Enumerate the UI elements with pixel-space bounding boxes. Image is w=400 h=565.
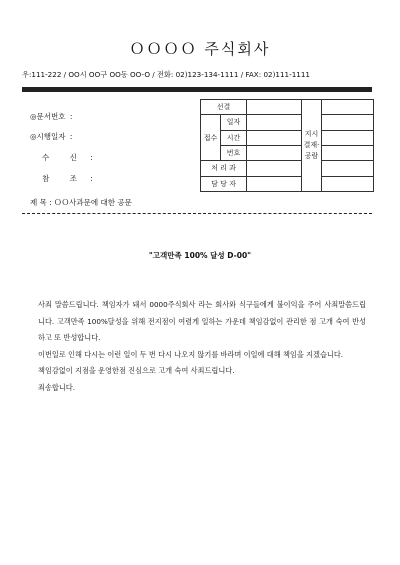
date-field: [30, 131, 72, 142]
company-title: ＯＯＯＯ 주식회사: [129, 40, 271, 58]
approval-value-3: [322, 145, 374, 160]
receipt-cell: 선결: [201, 100, 247, 115]
header-divider: [22, 87, 372, 92]
reception-cell: 접수: [201, 115, 221, 161]
body-text: [38, 297, 366, 397]
recipient-field: [30, 152, 93, 163]
body-paragraph: 책임감없이 지점을 운영한점 진심으로 고개 숙여 사죄드립니다.: [38, 366, 235, 376]
reference-colon: :: [90, 174, 93, 183]
date-label: ◎시행일자: [30, 132, 66, 141]
body-paragraph: 사죄 말씀드립니다. 책임자가 돼서 0000주식회사 라는 회사와 식구들에게 불이익을 주어 사죄말씀드립니다. 고객만족 100%달성을 위해 전지점이 여렴게 일하는 가운데 책임감없이 관리한 점 고개 숙여 반성하고 또 반성합니다.: [38, 300, 366, 343]
doc-number-field: [30, 111, 72, 122]
body-paragraph: 이번일로 인해 다시는 이런 일이 두 번 다시 나오지 않기를 바라며 이일에 대해 책임을 지겠습니다.: [38, 349, 344, 359]
approval-value-5: [322, 176, 374, 191]
reception-date-value: [247, 115, 302, 130]
company-address: 우:111-222 / OO시 OO구 OO동 OO-O / 전화: 02)123-134-1111 / FAX: 02)111-1111: [22, 70, 310, 79]
recipient-label: 수 신: [42, 153, 86, 162]
reception-date-label: 일자: [221, 115, 247, 130]
subject-line: 제 목 : ＯＯ사과문에 대한 공문: [30, 198, 132, 207]
approval-value-1: [322, 115, 374, 130]
reference-field: [30, 173, 93, 184]
approval-value-4: [322, 161, 374, 176]
approval-label: 결재·공람: [303, 141, 320, 160]
receipt-value: [247, 100, 302, 115]
headline: "고객만족 100% 달성 D-00": [148, 251, 252, 260]
doc-number-label: ◎문서번호: [30, 112, 66, 121]
process-label: 처 리 과: [201, 161, 247, 176]
body-paragraph: 죄송합니다.: [38, 382, 76, 392]
reception-number-value: [247, 145, 302, 160]
date-colon: :: [69, 132, 73, 141]
instruction-approval-cell: [302, 100, 322, 192]
dashed-divider: [22, 213, 372, 214]
person-label: 담 당 자: [201, 176, 247, 191]
recipient-colon: :: [90, 153, 93, 162]
process-value: [247, 161, 302, 176]
reception-number-label: 번호: [221, 145, 247, 160]
reception-time-label: 시간: [221, 130, 247, 145]
reception-time-value: [247, 130, 302, 145]
reference-label: 참 조: [42, 174, 86, 183]
instruction-value: [322, 100, 374, 115]
instruction-label: 지시: [304, 130, 319, 138]
approval-value-2: [322, 130, 374, 145]
doc-number-colon: :: [69, 112, 73, 121]
routing-table: [200, 99, 374, 192]
person-value: [247, 176, 302, 191]
